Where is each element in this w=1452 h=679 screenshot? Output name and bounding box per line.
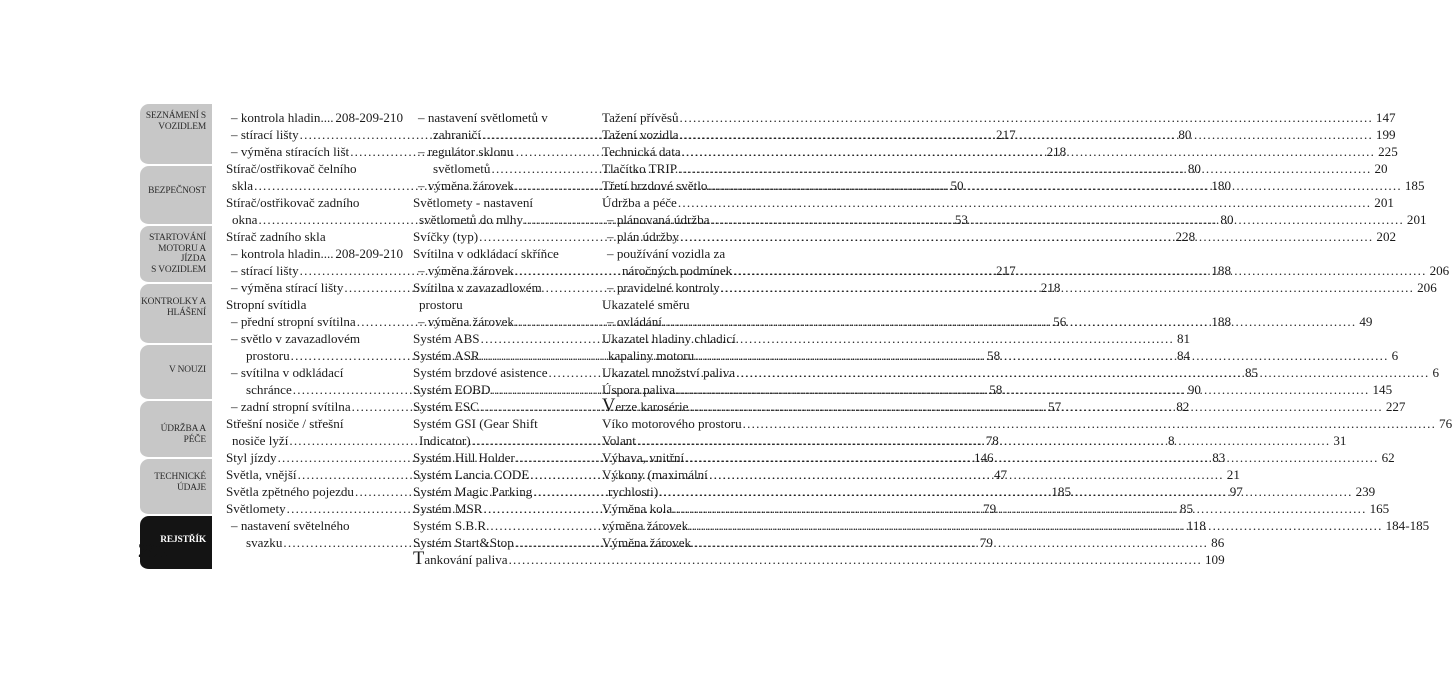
dot-leader <box>678 194 1371 211</box>
dot-leader <box>743 415 1436 432</box>
page-reference[interactable]: 56 <box>1053 314 1067 329</box>
entry-label-continued: prostoru <box>246 348 290 363</box>
entry-label-continued: náročných podmínek <box>622 263 733 278</box>
section-letter: V <box>602 396 616 416</box>
entry-label: Tlačítko TRIP <box>602 161 678 176</box>
page-reference[interactable]: 201 <box>1406 212 1427 227</box>
index-entry <box>413 549 1225 569</box>
dot-leader <box>659 484 1352 499</box>
dot-leader <box>689 517 1382 534</box>
page-reference[interactable]: 147 <box>1375 110 1396 125</box>
tab-seznameni-s-vozidlem[interactable] <box>140 104 212 166</box>
entry-label: Svítilna v zavazadlovém <box>413 280 542 295</box>
entry-label: – přední stropní svítilna <box>231 314 356 329</box>
index-entry <box>413 245 588 262</box>
entry-label: Výměna kola <box>602 501 673 516</box>
dot-leader <box>721 279 1414 296</box>
page-reference[interactable]: 62 <box>1381 450 1395 465</box>
dot-leader <box>678 160 1371 177</box>
page-reference[interactable]: 58 <box>989 382 1003 397</box>
page-reference[interactable]: 76 <box>1439 416 1452 431</box>
entry-label: – kontrola hladin.... <box>231 110 334 125</box>
page-reference[interactable]: 118 <box>1186 518 1206 533</box>
entry-label-continued: prostoru <box>419 297 463 312</box>
entry-label: Svíčky (typ) <box>413 229 479 244</box>
dot-leader <box>708 177 1401 194</box>
page-reference[interactable]: 80 <box>1220 212 1234 227</box>
page-reference[interactable]: 146 <box>973 450 994 465</box>
entry-label: – světlo v zavazadlovém <box>231 331 361 346</box>
page-reference[interactable]: 206 <box>1417 280 1437 295</box>
page-reference[interactable]: 53 <box>954 212 968 227</box>
entry-label: Výměna žárovek <box>602 535 692 550</box>
page-reference[interactable]: 218 <box>1040 280 1061 295</box>
tab-kontrolky-a-hlaseni[interactable] <box>140 284 212 345</box>
entry-label: – zadní stropní svítilna <box>231 399 351 414</box>
dot-leader <box>689 398 1382 415</box>
entry-label: Stírač/ostřikovač čelního <box>226 161 357 176</box>
entry-label: Úspora paliva <box>602 382 676 397</box>
tab-label: TECHNICKÉ ÚDAJE <box>154 472 206 493</box>
dot-leader <box>736 364 1429 381</box>
dot-leader <box>680 228 1373 245</box>
entry-label: – výměna žárovek <box>418 263 514 278</box>
page-reference[interactable]: 188 <box>1211 263 1232 278</box>
entry-label-continued: svazku <box>246 535 283 550</box>
page-reference[interactable]: 90 <box>1187 382 1201 397</box>
entry-label: Tažení vozidla <box>602 127 679 142</box>
dot-leader <box>676 381 1369 398</box>
tab-label: ÚDRŽBA A PÉČE <box>160 424 206 445</box>
entry-label: Systém Magic Parking <box>413 484 533 499</box>
page-reference[interactable]: 184-185 <box>1385 518 1430 533</box>
page-reference[interactable]: 217 <box>996 263 1016 278</box>
entry-label: Technická data <box>602 144 681 159</box>
page-reference[interactable]: 79 <box>983 501 997 516</box>
dot-leader <box>509 551 1202 568</box>
entry-label-continued: Indicator) <box>419 433 471 448</box>
page-number: 296 <box>138 540 168 562</box>
index-entry <box>226 109 403 126</box>
page-reference[interactable]: 185 <box>1404 178 1425 193</box>
page-reference[interactable]: 217 <box>996 127 1016 142</box>
tab-label: BEZPEČNOST <box>148 186 206 196</box>
index-entry <box>226 296 403 313</box>
page-reference[interactable]: 188 <box>1211 314 1232 329</box>
entry-label-rest: ankování paliva <box>424 552 508 567</box>
page-reference[interactable]: 206 <box>1429 263 1450 278</box>
entry-label: Světla, vnější <box>226 467 297 482</box>
entry-label: Systém Start&Stop <box>413 535 514 550</box>
page-reference[interactable]: 208-209-210 <box>335 110 403 125</box>
entry-label: – používání vozidla za <box>607 246 726 261</box>
entry-label: Systém ASR <box>413 348 480 363</box>
page-reference[interactable]: 86 <box>1211 535 1225 550</box>
page-reference[interactable]: 180 <box>1211 178 1232 193</box>
dot-leader <box>673 500 1366 517</box>
entry-label-rest: erze karosérie <box>615 399 689 414</box>
entry-label-continued: okna <box>232 212 258 227</box>
page-reference[interactable]: 47 <box>993 467 1008 482</box>
entry-label: Stírač zadního skla <box>226 229 326 244</box>
entry-label: – regulátor sklonu <box>418 144 514 159</box>
entry-label: Ukazatelé směru <box>602 297 690 312</box>
tab-label: V NOUZI <box>168 365 206 375</box>
dot-leader <box>711 211 1404 228</box>
page-reference[interactable]: 85 <box>1244 365 1259 380</box>
page-reference[interactable]: 85 <box>1179 501 1193 516</box>
page-reference[interactable]: 78 <box>985 433 999 448</box>
tab-label: KONTROLKY A HLÁŠENÍ <box>141 297 206 318</box>
entry-label: Ukazatel hladiny chladicí <box>602 331 736 346</box>
page-reference[interactable]: 82 <box>1176 399 1190 414</box>
entry-label-continued: světlometů <box>433 161 491 176</box>
entry-label-continued: světlometů do mlhy <box>419 212 524 227</box>
index-entry <box>413 279 588 313</box>
entry-label: výměna žárovek <box>602 518 689 533</box>
entry-label: Volant <box>602 433 636 448</box>
page-reference[interactable]: 227 <box>1385 399 1406 414</box>
page-reference[interactable]: 6 <box>1391 348 1399 363</box>
page-reference[interactable]: 6 <box>1432 365 1440 380</box>
entry-label: Systém ESC <box>413 399 479 414</box>
entry-label: Třetí brzdové světlo <box>602 178 708 193</box>
page-reference[interactable]: 31 <box>1333 433 1347 448</box>
page-reference[interactable]: 83 <box>1212 450 1226 465</box>
index-entry <box>602 109 1396 126</box>
entry-label: Stropní svítidla <box>226 297 307 312</box>
entry-label: Systém GSI (Gear Shift <box>413 416 538 431</box>
entry-label: – stírací lišty <box>231 127 299 142</box>
entry-label: Světlomety - nastavení <box>413 195 533 210</box>
dot-leader <box>733 263 1426 278</box>
entry-label: Údržba a péče <box>602 195 677 210</box>
tab-label: SEZNÁMENÍ S VOZIDLEM <box>145 111 206 132</box>
entry-label: Systém MSR <box>413 501 483 516</box>
page-reference[interactable]: 225 <box>1378 144 1398 159</box>
section-letter: T <box>413 549 425 569</box>
entry-label: – ovládání <box>607 314 662 329</box>
page-reference[interactable]: 84 <box>1176 348 1191 363</box>
dot-leader <box>680 126 1373 143</box>
dot-leader <box>682 143 1375 160</box>
page-reference[interactable]: 80 <box>1178 127 1192 142</box>
entry-label: Světlomety <box>226 501 286 516</box>
index-entry <box>226 245 403 262</box>
entry-label: Střešní nosiče / střešní <box>226 416 344 431</box>
entry-label: – výměna žárovek <box>418 314 514 329</box>
entry-label-continued: kapaliny motoru <box>608 348 695 363</box>
page-reference[interactable]: 185 <box>1051 484 1072 499</box>
entry-label: – plánovaná údržba <box>607 212 710 227</box>
page-reference[interactable]: 57 <box>1048 399 1062 414</box>
tab-startovani-motoru[interactable] <box>140 226 212 284</box>
tab-v-nouzi[interactable] <box>140 345 212 401</box>
page-reference[interactable]: 239 <box>1355 484 1376 499</box>
entry-label: – stírací lišty <box>231 263 299 278</box>
page-reference[interactable]: 8 <box>1168 433 1175 448</box>
entry-label: Systém brzdové asistence <box>413 365 548 380</box>
entry-label: Svítilna v odkládací skříňce <box>413 246 559 261</box>
dot-leader <box>695 348 1388 363</box>
entry-label: Systém S.B.R. <box>413 518 490 533</box>
entry-label: Systém ABS <box>413 331 480 346</box>
entry-label: Výbava, vnitřní <box>602 450 685 465</box>
entry-label: – pravidelné kontroly <box>607 280 720 295</box>
page-reference[interactable]: 218 <box>1046 144 1067 159</box>
index-entry <box>602 415 1452 432</box>
index-entry <box>602 534 780 551</box>
entry-label <box>413 551 508 568</box>
entry-label: – výměna žárovek <box>418 178 514 193</box>
page-reference[interactable]: 228 <box>1175 229 1196 244</box>
page-reference[interactable]: 202 <box>1376 229 1397 244</box>
entry-label: – svítilna v odkládací <box>231 365 344 380</box>
index-entry <box>226 228 403 245</box>
dot-leader <box>680 109 1373 126</box>
page-reference[interactable]: 20 <box>1374 161 1388 176</box>
entry-label-continued: skla <box>232 178 254 193</box>
page-reference[interactable]: 145 <box>1372 382 1393 397</box>
entry-label: Systém Hill Holder <box>413 450 515 465</box>
entry-label-continued: schránce <box>246 382 292 397</box>
dot-leader <box>663 313 1356 330</box>
entry-label: Systém Lancia CODE <box>413 467 530 482</box>
entry-label: Ukazatel množství paliva <box>602 365 736 380</box>
page-reference[interactable]: 58 <box>987 348 1001 363</box>
entry-label-continued: nosiče lyží <box>232 433 289 448</box>
index-entry <box>602 296 780 313</box>
entry-label <box>602 398 688 415</box>
page-reference[interactable]: 165 <box>1369 501 1390 516</box>
entry-label: Výkony (maximální <box>602 467 708 482</box>
entry-label: – výměna stíracích lišt <box>231 144 350 159</box>
entry-label: Víko motorového prostoru <box>602 416 742 431</box>
page-reference[interactable]: 109 <box>1204 552 1225 567</box>
dot-leader <box>637 432 1330 449</box>
page-reference[interactable]: 80 <box>1187 161 1201 176</box>
entry-label: – plán údržby <box>607 229 679 244</box>
page-reference[interactable]: 97 <box>1229 484 1243 499</box>
page-reference[interactable]: 199 <box>1375 127 1396 142</box>
entry-label: – nastavení světelného <box>231 518 350 533</box>
page-reference[interactable]: 21 <box>1226 467 1240 482</box>
tab-udrzba-a-pece[interactable] <box>140 401 212 459</box>
entry-label: – nastavení světlometů v <box>418 110 548 125</box>
entry-label-continued: rychlosti) <box>608 484 659 499</box>
entry-label-continued: zahraničí <box>433 127 481 142</box>
entry-label: Tažení přívěsů <box>602 110 679 125</box>
dot-leader <box>481 330 1174 347</box>
entry-label: Systém EOBD <box>413 382 491 397</box>
page-reference[interactable]: 79 <box>979 535 993 550</box>
entry-label: Světla zpětného pojezdu <box>226 484 354 499</box>
page-reference[interactable]: 81 <box>1176 331 1191 346</box>
entry-label: Styl jízdy <box>226 450 277 465</box>
page-reference[interactable]: 49 <box>1359 314 1373 329</box>
dot-leader <box>685 449 1378 466</box>
index-entry <box>602 194 1394 211</box>
tab-bezpecnost[interactable] <box>140 166 212 226</box>
entry-label: Stírač/ostřikovač zadního <box>226 195 360 210</box>
page-reference[interactable]: 208-209-210 <box>335 246 403 261</box>
page-reference[interactable]: 201 <box>1374 195 1394 210</box>
tab-technicke-udaje[interactable] <box>140 459 212 516</box>
entry-label: – kontrola hladin.... <box>231 246 334 261</box>
tab-label: STARTOVÁNÍ MOTORU A JÍZDA S VOZIDLEM <box>149 233 206 275</box>
tab-label: REJSTŘÍK <box>160 535 206 545</box>
entry-label: – výměna stírací lišty <box>231 280 344 295</box>
page-reference[interactable]: 50 <box>950 178 964 193</box>
